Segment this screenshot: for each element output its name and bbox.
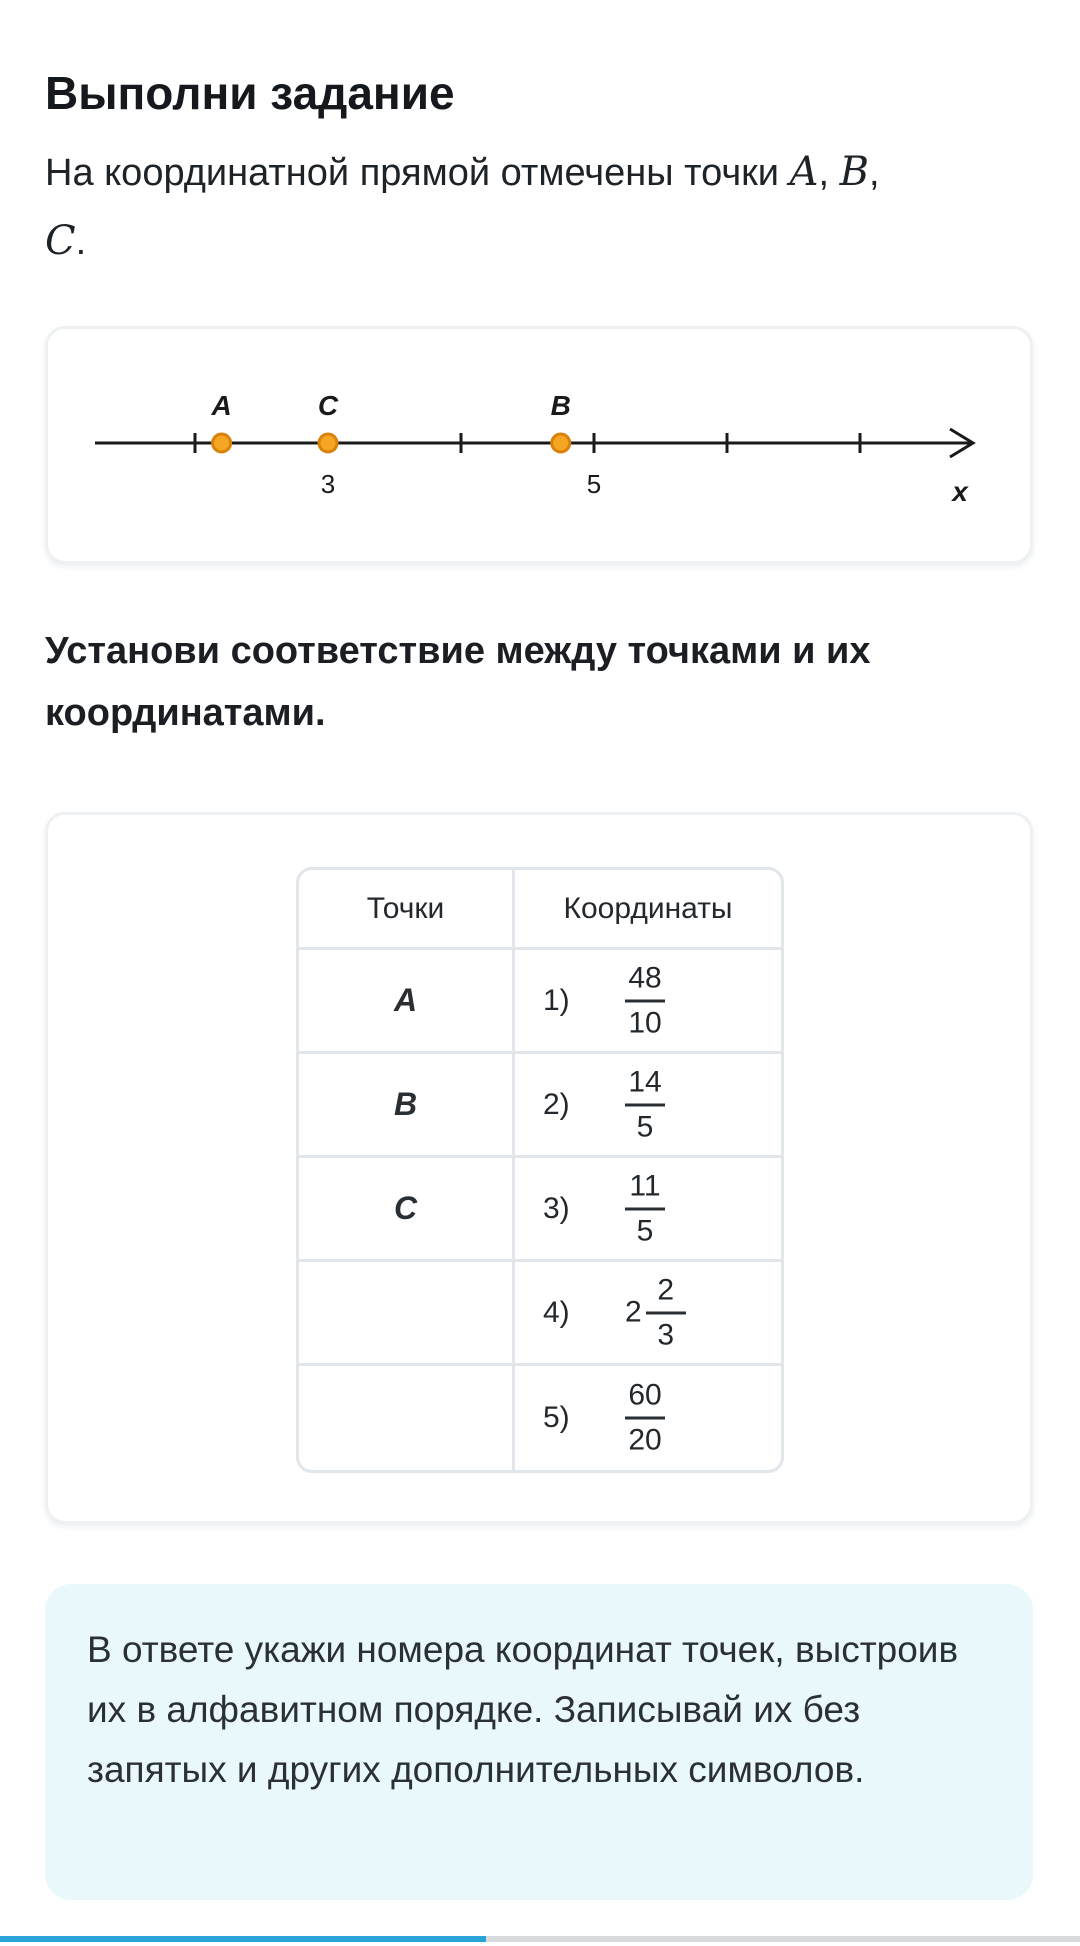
point-c-marker	[319, 434, 337, 452]
tick-label: 3	[320, 469, 336, 499]
fraction-bar	[625, 1103, 665, 1106]
point-cell: B	[299, 1054, 515, 1158]
coordinate-cell	[515, 950, 781, 1054]
tick-label: 5	[586, 469, 602, 499]
fraction-denominator: 10	[628, 1006, 662, 1039]
coordinate-cell	[515, 1054, 781, 1158]
table-card	[45, 812, 1033, 1524]
fraction-numerator: 60	[628, 1378, 662, 1412]
fraction	[625, 1377, 665, 1460]
fraction-numerator: 11	[629, 1169, 661, 1202]
intro-sentence: На координатной прямой отмечены точки	[45, 152, 780, 194]
point-b-label: B	[550, 390, 571, 421]
point-c-label: C	[317, 390, 339, 421]
fraction-denominator: 5	[636, 1214, 654, 1247]
point-a-marker	[213, 434, 231, 452]
point-b-marker	[552, 434, 570, 452]
header-coordinates: Координаты	[515, 870, 781, 950]
fraction-stack	[625, 959, 665, 1042]
point-a-label: A	[211, 390, 232, 421]
coordinate-cell	[515, 1158, 781, 1262]
fraction	[625, 1271, 686, 1354]
fraction-bar	[625, 1417, 665, 1420]
fraction	[625, 1167, 665, 1250]
table-row	[299, 1366, 781, 1470]
table-row	[299, 1054, 781, 1158]
point-b-math: B	[839, 149, 870, 195]
fraction-bar	[625, 999, 665, 1002]
option-number: 3)	[543, 1191, 570, 1225]
fraction-stack	[625, 1063, 665, 1146]
number-line-diagram	[48, 329, 1030, 561]
coordinate-cell	[515, 1366, 781, 1470]
fraction-numerator: 2	[657, 1273, 675, 1306]
fraction-numerator: 14	[628, 1065, 662, 1098]
fraction	[625, 1063, 665, 1146]
fraction-bar	[646, 1311, 686, 1314]
fraction-bar	[625, 1207, 665, 1210]
page-title: Выполни задание	[45, 67, 455, 119]
option-number: 4)	[543, 1295, 570, 1329]
point-cell: A	[299, 950, 515, 1054]
axis-label-x: x	[952, 476, 968, 507]
point-cell: C	[299, 1158, 515, 1262]
point-cell	[299, 1366, 515, 1470]
option-number: 1)	[543, 983, 570, 1017]
info-text: В ответе укажи номера координат точек, выстроив их в алфавитном порядке. Записывай их без запятых и других дополнительных символов.	[87, 1629, 959, 1790]
fraction-denominator: 3	[657, 1318, 675, 1351]
number-line-card	[45, 326, 1033, 564]
matching-table	[296, 867, 784, 1473]
table-row	[299, 950, 781, 1054]
fraction-denominator: 20	[628, 1423, 662, 1457]
intro-text	[45, 138, 1035, 276]
option-number: 2)	[543, 1087, 570, 1121]
intro-end: .	[75, 221, 87, 263]
progress-fill	[0, 1936, 486, 1942]
progress-bar	[0, 1936, 1080, 1942]
task-text: Установи соответствие между точками и их координатами.	[45, 630, 871, 734]
intro-sep-2: ,	[869, 152, 880, 194]
table-header-row	[299, 870, 781, 950]
fraction-stack	[646, 1271, 686, 1354]
fraction-whole: 2	[625, 1295, 642, 1329]
intro-sep-1: ,	[818, 152, 830, 194]
coordinate-cell	[515, 1262, 781, 1366]
point-a-math: A	[789, 149, 819, 195]
fraction-stack	[625, 1377, 665, 1460]
table-row	[299, 1262, 781, 1366]
point-cell	[299, 1262, 515, 1366]
point-c-math: C	[45, 218, 76, 264]
option-number: 5)	[543, 1401, 570, 1434]
header-points: Точки	[299, 870, 515, 950]
fraction-stack	[625, 1167, 665, 1250]
fraction-numerator: 48	[628, 961, 662, 994]
table-row	[299, 1158, 781, 1262]
info-box	[45, 1584, 1033, 1900]
fraction	[625, 959, 665, 1042]
fraction-denominator: 5	[636, 1110, 654, 1143]
